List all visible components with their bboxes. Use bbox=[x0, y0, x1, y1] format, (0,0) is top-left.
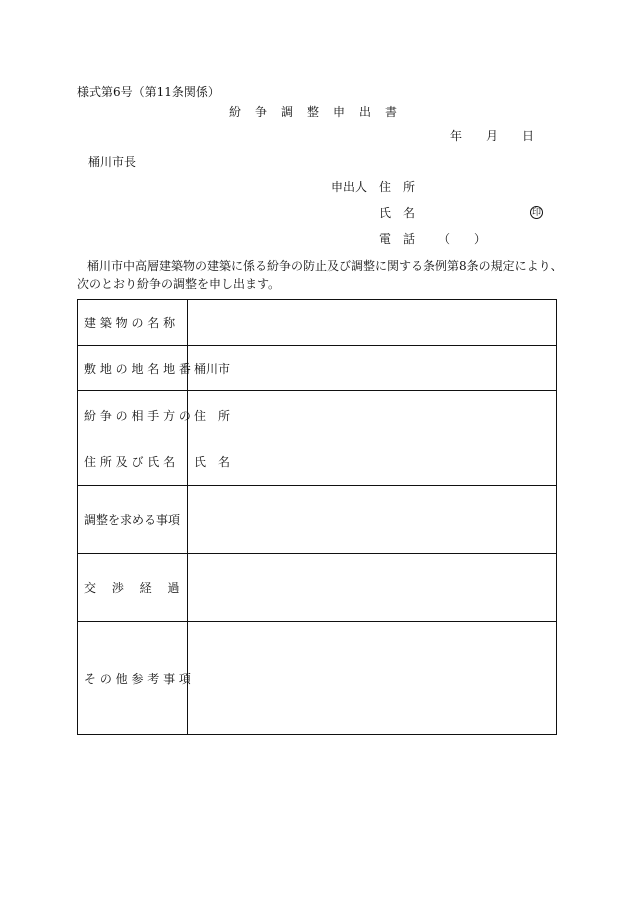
body-text-line-2: 次のとおり紛争の調整を申し出ます。 bbox=[77, 277, 281, 291]
applicant-name-label: 氏 名 bbox=[379, 206, 416, 220]
table-row-other-references bbox=[78, 622, 557, 735]
applicant-phone-label: 電 話 bbox=[379, 232, 416, 246]
seal-mark: 印 bbox=[531, 208, 541, 218]
date-line[interactable]: 年 月 日 bbox=[450, 129, 535, 143]
body-text-line-1: 桶川市中高層建築物の建築に係る紛争の防止及び調整に関する条例第8条の規定により、 bbox=[87, 259, 563, 273]
table-row-building-name bbox=[78, 300, 557, 346]
form-number: 様式第6号（第11条関係） bbox=[77, 85, 220, 99]
opponent-field[interactable] bbox=[188, 391, 557, 486]
requested-matters-label: 調整を求める事項 bbox=[78, 486, 188, 554]
opponent-name-label: 氏 名 bbox=[194, 455, 231, 469]
table-row-negotiation-history bbox=[78, 554, 557, 622]
opponent-label-line-1: 紛 争 の 相 手 方 の bbox=[84, 409, 191, 423]
addressee: 桶川市長 bbox=[88, 155, 137, 169]
negotiation-history-label: 交 渉 経 過 bbox=[78, 554, 188, 622]
applicant-phone-paren[interactable]: （ ） bbox=[438, 232, 487, 246]
other-references-field[interactable] bbox=[188, 622, 557, 735]
building-name-label: 建 築 物 の 名 称 bbox=[78, 300, 188, 346]
applicant-address-label: 住 所 bbox=[379, 180, 416, 194]
opponent-label-line-2: 住 所 及 び 氏 名 bbox=[84, 455, 176, 469]
requested-matters-field[interactable] bbox=[188, 486, 557, 554]
site-address-label: 敷 地 の 地 名 地 番 bbox=[78, 346, 188, 391]
other-references-label: そ の 他 参 考 事 項 bbox=[78, 622, 188, 735]
table-row-opponent bbox=[78, 391, 557, 486]
table-row-site-address bbox=[78, 346, 557, 391]
table-row-requested-matters bbox=[78, 486, 557, 554]
document-title: 紛 争 調 整 申 出 書 bbox=[229, 105, 399, 119]
site-address-field[interactable] bbox=[188, 346, 557, 391]
site-address-value: 桶川市 bbox=[194, 361, 231, 376]
application-table bbox=[77, 299, 557, 735]
opponent-label bbox=[78, 391, 191, 486]
building-name-field[interactable] bbox=[188, 300, 557, 346]
opponent-address-label: 住 所 bbox=[194, 409, 231, 423]
applicant-label: 申出人 bbox=[331, 180, 368, 194]
negotiation-history-field[interactable] bbox=[188, 554, 557, 622]
